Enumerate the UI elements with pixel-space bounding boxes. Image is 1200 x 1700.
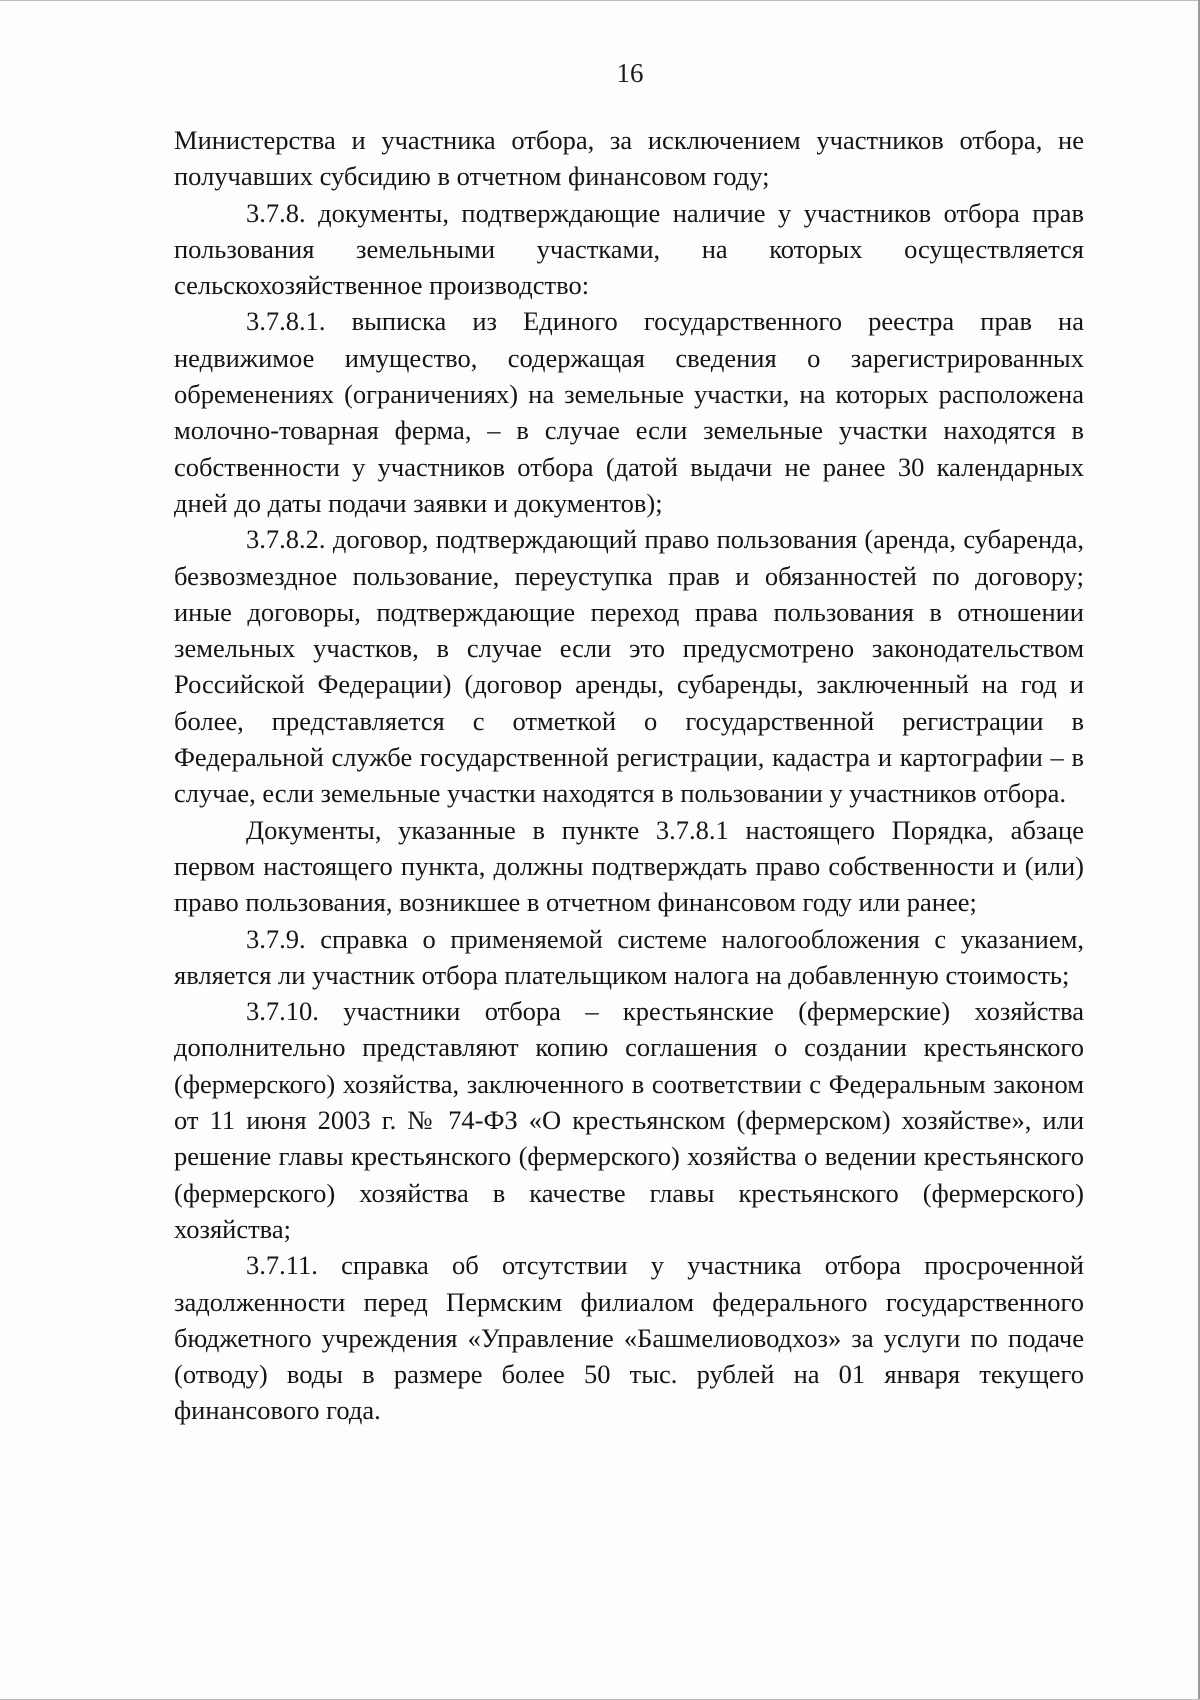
document-body bbox=[174, 122, 1084, 1429]
page-number: 16 bbox=[616, 58, 644, 88]
paragraph-3-7-8-2: 3.7.8.2. договор, подтверждающий право пользования (аренда, субаренда, безвозмездное пользование, переуступка прав и обязанностей по договору; иные договоры, подтверждающие переход права пользования в отношении земельных участков, в случае если это предусмотрено законодательством Российской Федерации) (договор аренды, субаренды, заключенный на год и более, представляется с отметкой о государственной регистрации в Федеральной службе государственной регистрации, кадастра и картографии – в случае, если земельные участки находятся в пользовании у участников отбора. bbox=[174, 524, 1084, 809]
paragraph-continuation: Министерства и участника отбора, за исключением участников отбора, не получавших субсидию в отчетном финансовом году; bbox=[174, 125, 1084, 192]
paragraph-3-7-8: 3.7.8. документы, подтверждающие наличие у участников отбора прав пользования земельными участками, на которых осуществляется сельскохозяйственное производство: bbox=[174, 197, 1084, 301]
paragraph-3-7-10: 3.7.10. участники отбора – крестьянские (фермерские) хозяйства дополнительно представляют копию соглашения о создании крестьянского (фермерского) хозяйства, заключенного в соответствии с Федеральным законом от 11 июня 2003 г. № 74-ФЗ «О крестьянском (фермерском) хозяйстве», или решение главы крестьянского (фермерского) хозяйства о ведении крестьянского (фермерского) хозяйства в качестве главы крестьянского (фермерского) хозяйства; bbox=[174, 996, 1084, 1244]
paragraph-3-7-9: 3.7.9. справка о применяемой системе налогообложения с указанием, является ли участник отбора плательщиком налога на добавленную стоимость; bbox=[174, 923, 1084, 990]
paragraph-3-7-11: 3.7.11. справка об отсутствии у участника отбора просроченной задолженности перед Пермским филиалом федерального государственного бюджетного учреждения «Управление «Башмелиоводхоз» за услуги по подаче (отводу) воды в размере более 50 тыс. рублей на 01 января текущего финансового года. bbox=[174, 1250, 1084, 1426]
paragraph-documents-note: Документы, указанные в пункте 3.7.8.1 настоящего Порядка, абзаце первом настоящего пункта, должны подтверждать право собственности и (или) право пользования, возникшее в отчетном финансовом году или ранее; bbox=[174, 814, 1084, 918]
scan-edge-top bbox=[0, 0, 1200, 1]
paragraph-3-7-8-1: 3.7.8.1. выписка из Единого государственного реестра прав на недвижимое имущество, содержащая сведения о зарегистрированных обременениях (ограничениях) на земельные участки, на которых расположена молочно-товарная ферма, – в случае если земельные участки находятся в собственности у участников отбора (датой выдачи не ранее 30 календарных дней до даты подачи заявки и документов); bbox=[174, 306, 1084, 518]
